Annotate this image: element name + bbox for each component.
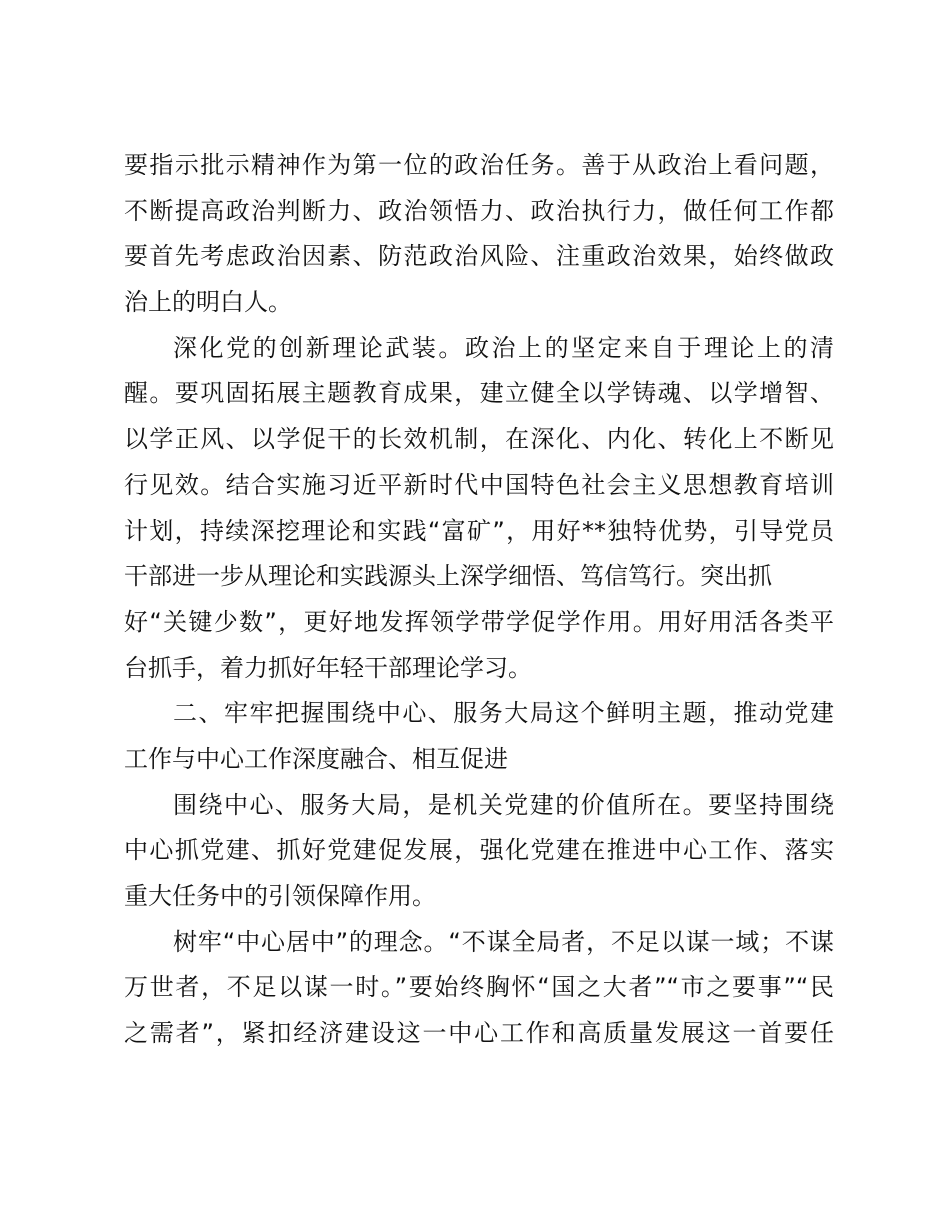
text-line: 重大任务中的引领保障作用。 bbox=[124, 882, 436, 910]
text-line: 治上的明白人。 bbox=[124, 288, 292, 317]
text-line: 干部进一步从理论和实践源头上深学细悟、笃信笃行。突出抓 bbox=[124, 562, 772, 591]
text-line: 万世者，不足以谋一时。”要始终胸怀“国之大者”“市之要事”“民 bbox=[124, 973, 834, 1002]
text-line: 之需者”，紧扣经济建设这一中心工作和高质量发展这一首要任 bbox=[124, 1019, 834, 1048]
document-body bbox=[124, 143, 834, 1057]
text-line: 工作与中心工作深度融合、相互促进 bbox=[124, 744, 508, 773]
text-line: 行见效。结合实施习近平新时代中国特色社会主义思想教育培训 bbox=[124, 470, 834, 499]
text-line: 树牢“中心居中”的理念。“不谋全局者，不足以谋一域；不谋 bbox=[173, 927, 834, 956]
text-line: 计划，持续深挖理论和实践“富矿”，用好**独特优势，引导党员 bbox=[124, 516, 834, 545]
text-line: 醒。要巩固拓展主题教育成果，建立健全以学铸魂、以学增智、 bbox=[124, 379, 834, 408]
text-line: 要首先考虑政治因素、防范政治风险、注重政治效果，始终做政 bbox=[124, 242, 834, 271]
text-line: 好“关键少数”，更好地发挥领学带学促学作用。用好用活各类平 bbox=[124, 607, 834, 636]
text-line: 深化党的创新理论武装。政治上的坚定来自于理论上的清 bbox=[173, 333, 834, 362]
text-line: 二、牢牢把握围绕中心、服务大局这个鲜明主题，推动党建 bbox=[173, 699, 834, 728]
text-line: 以学正风、以学促干的长效机制，在深化、内化、转化上不断见 bbox=[124, 425, 834, 454]
text-line: 中心抓党建、抓好党建促发展，强化党建在推进中心工作、落实 bbox=[124, 836, 834, 865]
text-line: 台抓手，着力抓好年轻干部理论学习。 bbox=[124, 653, 532, 682]
text-line: 不断提高政治判断力、政治领悟力、政治执行力，做任何工作都 bbox=[124, 196, 834, 225]
text-line: 围绕中心、服务大局，是机关党建的价值所在。要坚持围绕 bbox=[173, 790, 834, 819]
text-line: 要指示批示精神作为第一位的政治任务。善于从政治上看问题， bbox=[124, 151, 834, 179]
